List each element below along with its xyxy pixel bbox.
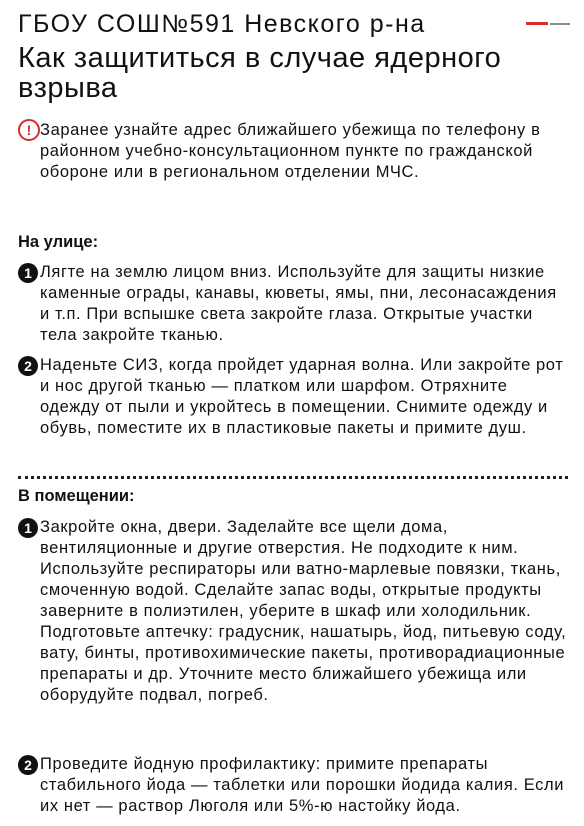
number-badge: 2 [18, 755, 38, 775]
list-item-text: Лягте на землю лицом вниз. Используйте для защиты низкие каменные ограды, канавы, кюветы, ямы, пни, лесонасаждения и т.п. При вспышке света закройте глаза. Открытые участки тела закройте тканью. [40, 263, 557, 344]
list-item [18, 754, 570, 817]
list-item-text: Проведите йодную профилактику: примите препараты стабильного йода — таблетки или порошки йодида калия. Если их нет — раствор Люголя или 5%-ю настойку йода. [40, 755, 565, 815]
list-item [18, 517, 570, 706]
intro-note [18, 120, 570, 183]
list-item-text: Наденьте СИЗ, когда пройдет ударная волна. Или закройте рот и нос другой тканью — платком или шарфом. Отряхните одежду от пыли и укройтесь в помещении. Снимите одежду и обувь, поместите их в пластиковые пакеты и примите душ. [40, 356, 564, 437]
intro-text: Заранее узнайте адрес ближайшего убежища по телефону в районном учебно-консультационном пункте по гражданской обороне или в региональном отделении МЧС. [40, 121, 541, 181]
list-item [18, 355, 570, 439]
section-heading-outdoors: На улице: [18, 233, 99, 251]
logo-icon [526, 19, 572, 29]
logo-red-stripe [526, 22, 548, 25]
list-item-text: Закройте окна, двери. Заделайте все щели дома, вентиляционные и другие отверстия. Не подходите к ним. Используйте респираторы или ватно-марлевые повязки, ткань, смоченную водой. Сделайте запас воды, открытые продукты заверните в полиэтилен, уберите в шкаф или холодильник. Подготовьте аптечку: градусник, нашатырь, йод, питьевую соду, вату, бинты, противохимические пакеты, противорадиационные препараты и др. Уточните место ближайшего убежища или оборудуйте подвал, погреб. [40, 518, 567, 704]
list-item [18, 262, 570, 346]
number-badge: 1 [18, 518, 38, 538]
organization-name: ГБОУ СОШ№591 Невского р-на [18, 10, 426, 38]
section-divider [18, 476, 568, 479]
exclamation-icon: ! [18, 119, 40, 141]
logo-gray-stripe [550, 23, 570, 25]
page-title: Как защититься в случае ядерного взрыва [18, 42, 502, 104]
number-badge: 2 [18, 356, 38, 376]
section-heading-indoors: В помещении: [18, 487, 135, 505]
number-badge: 1 [18, 263, 38, 283]
